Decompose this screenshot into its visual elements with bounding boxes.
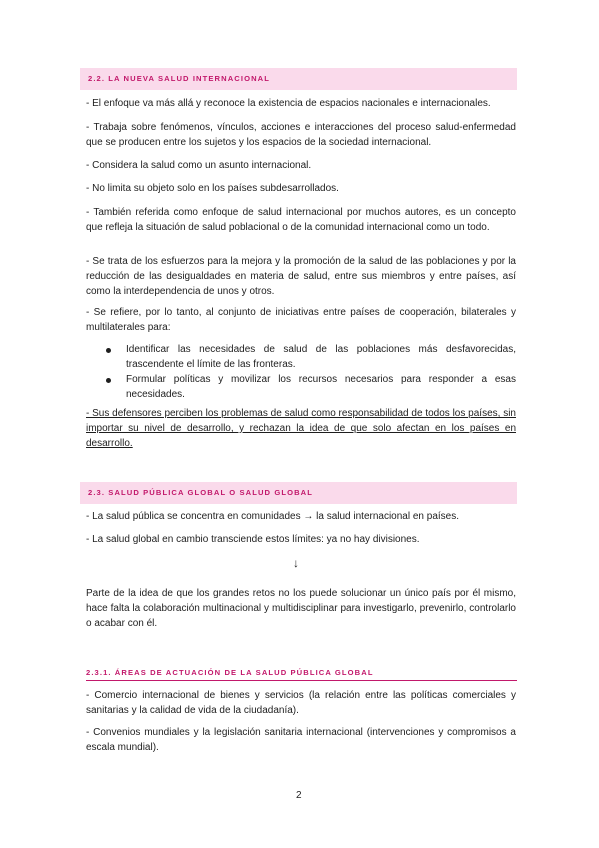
list-item-text: Identificar las necesidades de salud de las poblaciones más desfavorecidas, trascendente el límite de las fronteras. [126,344,516,370]
paragraph: - Comercio internacional de bienes y servicios (la relación entre las políticas comerciales y sanitarias y la calidad de vida de la ciudadanía). [86,690,516,716]
subsection-heading-2-3-1: 2.3.1. ÁREAS DE ACTUACIÓN DE LA SALUD PÚBLICA GLOBAL [86,668,517,681]
paragraph: - No limita su objeto solo en los países subdesarrollados. [86,183,339,194]
paragraph: - La salud pública se concentra en comunidades → la salud internacional en países. [86,511,460,522]
paragraph: Parte de la idea de que los grandes retos no los puede solucionar un único país por él mismo, hace falta la colaboración multinacional y multidisciplinar para investigarlo, prevenirlo, controlarlo o acabar con él. [86,588,516,629]
section-heading-2-3: 2.3. SALUD PÚBLICA GLOBAL O SALUD GLOBAL [80,482,517,504]
paragraph: - Se trata de los esfuerzos para la mejora y la promoción de la salud de las poblaciones y por la reducción de las desigualdades en materia de salud, entre sus miembros y entre países, así como la interdependencia de unos y otros. [86,256,516,297]
list-item-text: Formular políticas y movilizar los recursos necesarios para responder a esas necesidades. [126,374,516,400]
bullet-list [104,343,516,403]
page-number: 2 [296,790,302,801]
bullet-icon [106,378,111,383]
list-item [104,343,516,372]
section-heading-2-2: 2.2. LA NUEVA SALUD INTERNACIONAL [80,68,517,90]
bullet-icon [106,348,111,353]
paragraph: - La salud global en cambio transciende estos límites: ya no hay divisiones. [86,534,420,545]
paragraph-underlined: - Sus defensores perciben los problemas de salud como responsabilidad de todos los países, sin importar su nivel de desarrollo, y rechazan la idea de que solo afectan en los países en desarrollo. [86,408,516,449]
paragraph: - Se refiere, por lo tanto, al conjunto de iniciativas entre países de cooperación, bilaterales y multilaterales para: [86,307,516,333]
paragraph: - Convenios mundiales y la legislación sanitaria internacional (intervenciones y compromisos a escala mundial). [86,727,516,753]
paragraph: - Considera la salud como un asunto internacional. [86,160,312,171]
paragraph: - El enfoque va más allá y reconoce la existencia de espacios nacionales e internacionales. [86,98,491,109]
paragraph: - Trabaja sobre fenómenos, vínculos, acciones e interacciones del proceso salud-enfermedad que se producen entre los sujetos y los espacios de la sociedad internacional. [86,122,516,148]
paragraph: - También referida como enfoque de salud internacional por muchos autores, es un concepto que refleja la situación de salud poblacional o de la comunidad internacional como un todo. [86,207,516,233]
down-arrow-icon: ↓ [293,556,299,570]
list-item [104,373,516,402]
